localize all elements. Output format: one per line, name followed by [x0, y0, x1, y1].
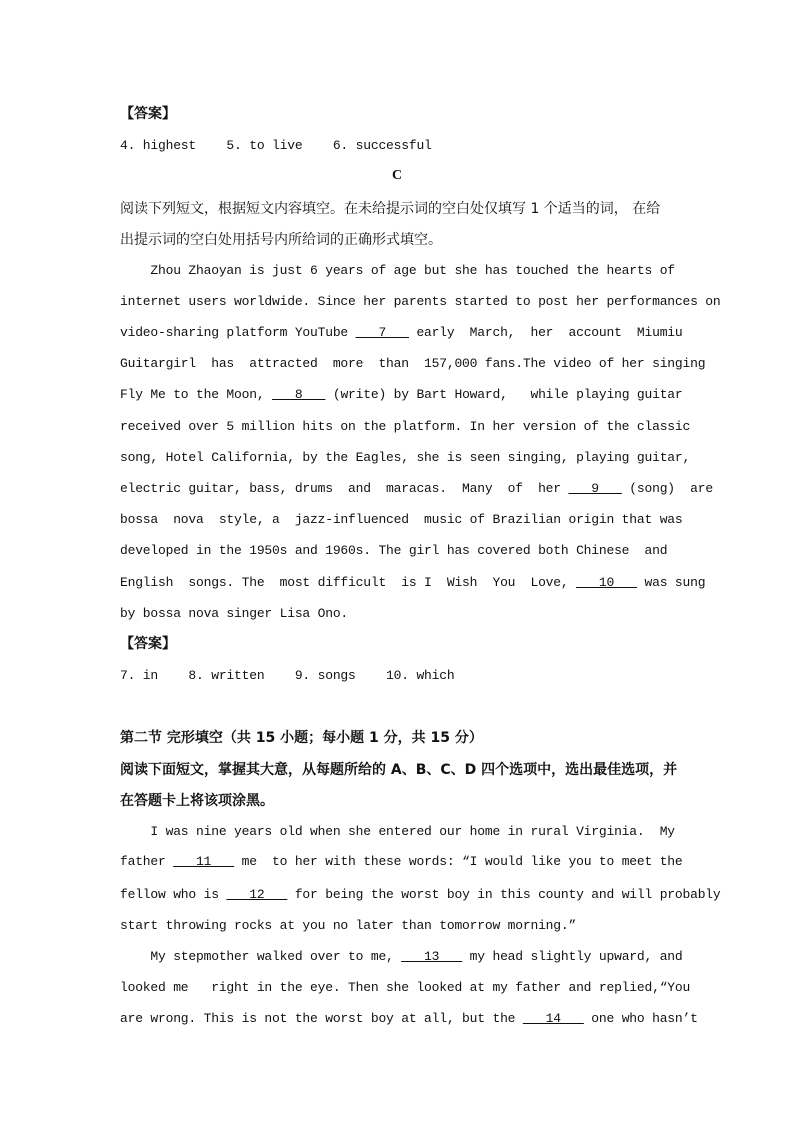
passage-c-text: (write) by Bart Howard, while playing guitar — [325, 387, 683, 402]
passage-c-line: Guitargirl has attracted more than 157,000 fans.The video of her singing — [120, 356, 706, 371]
passage-c-line — [120, 481, 713, 496]
cloze-text: me to her with these words: “I would like you to meet the — [234, 854, 683, 869]
cloze-text: my head slightly upward, and — [462, 949, 683, 964]
cloze-text: father — [120, 854, 174, 869]
passage-c-line: Zhou Zhaoyan is just 6 years of age but she has touched the hearts of — [120, 263, 675, 278]
cloze-line: looked me right in the eye. Then she looked at my father and replied,“You — [120, 980, 691, 995]
cloze-line — [120, 1011, 698, 1026]
passage-c-letter: C — [391, 168, 403, 183]
passage-c-text: was sung — [636, 575, 706, 590]
passage-c-line: bossa nova style, a jazz-influenced music of Brazilian origin that was — [120, 512, 683, 527]
cloze-line: I was nine years old when she entered our home in rural Virginia. My — [120, 824, 675, 839]
blank-14: ___14___ — [522, 1011, 584, 1026]
cloze-line — [120, 854, 683, 869]
answer-key-c: 7. in 8. written 9. songs 10. which — [120, 668, 455, 683]
passage-c-line — [120, 387, 683, 402]
section-2-instructions-line-2: 在答题卡上将该项涂黑。 — [120, 793, 274, 809]
answer-key-b: 4. highest 5. to live 6. successful — [120, 138, 432, 153]
passage-c-line: received over 5 million hits on the platform. In her version of the classic — [120, 419, 691, 434]
passage-c-line: developed in the 1950s and 1960s. The girl has covered both Chinese and — [120, 543, 668, 558]
cloze-text: My stepmother walked over to me, — [120, 949, 402, 964]
passage-c-text: electric guitar, bass, drums and maracas. Many of her — [120, 481, 569, 496]
cloze-line: start throwing rocks at you no later than tomorrow morning.” — [120, 918, 577, 933]
section-2-title: 第二节 完形填空（共 15 小题；每小题 1 分，共 15 分） — [120, 730, 483, 746]
answer-heading-c: 【答案】 — [120, 636, 176, 652]
answer-heading-b: 【答案】 — [120, 106, 176, 122]
blank-10: ___10___ — [576, 575, 637, 590]
cloze-text: for being the worst boy in this county and will probably — [287, 887, 721, 902]
cloze-line — [120, 949, 683, 964]
section-2-instructions-line-1: 阅读下面短文，掌握其大意，从每题所给的 A、B、C、D 四个选项中，选出最佳选项，并 — [120, 762, 678, 778]
cloze-line — [120, 887, 721, 902]
instructions-c-line-1: 阅读下列短文，根据短文内容填空。在未给提示词的空白处仅填写 1 个适当的词， 在给 — [120, 201, 661, 217]
passage-c-line: by bossa nova singer Lisa Ono. — [120, 606, 349, 621]
cloze-text: are wrong. This is not the worst boy at all, but the — [120, 1011, 523, 1026]
blank-8: ___8___ — [272, 387, 326, 402]
blank-11: ___11___ — [173, 854, 235, 869]
blank-13: ___13___ — [401, 949, 463, 964]
cloze-text: fellow who is — [120, 887, 227, 902]
blank-12: ___12___ — [226, 887, 288, 902]
blank-7: ___7___ — [355, 325, 409, 340]
passage-c-line — [120, 575, 705, 590]
blank-9: ___9___ — [568, 481, 622, 496]
passage-c-text: (song) are — [621, 481, 713, 496]
cloze-text: one who hasn’t — [583, 1011, 698, 1026]
passage-c-text: early March, her account Miumiu — [408, 325, 683, 340]
passage-c-text: English songs. The most difficult is I Wish You Love, — [120, 575, 577, 590]
passage-c-line: internet users worldwide. Since her parents started to post her performances on — [120, 294, 721, 309]
passage-c-line — [120, 325, 683, 340]
passage-c-line: song, Hotel California, by the Eagles, she is seen singing, playing guitar, — [120, 450, 691, 465]
passage-c-text: Fly Me to the Moon, — [120, 387, 273, 402]
passage-c-text: video-sharing platform YouTube — [120, 325, 356, 340]
instructions-c-line-2: 出提示词的空白处用括号内所给词的正确形式填空。 — [120, 232, 442, 248]
